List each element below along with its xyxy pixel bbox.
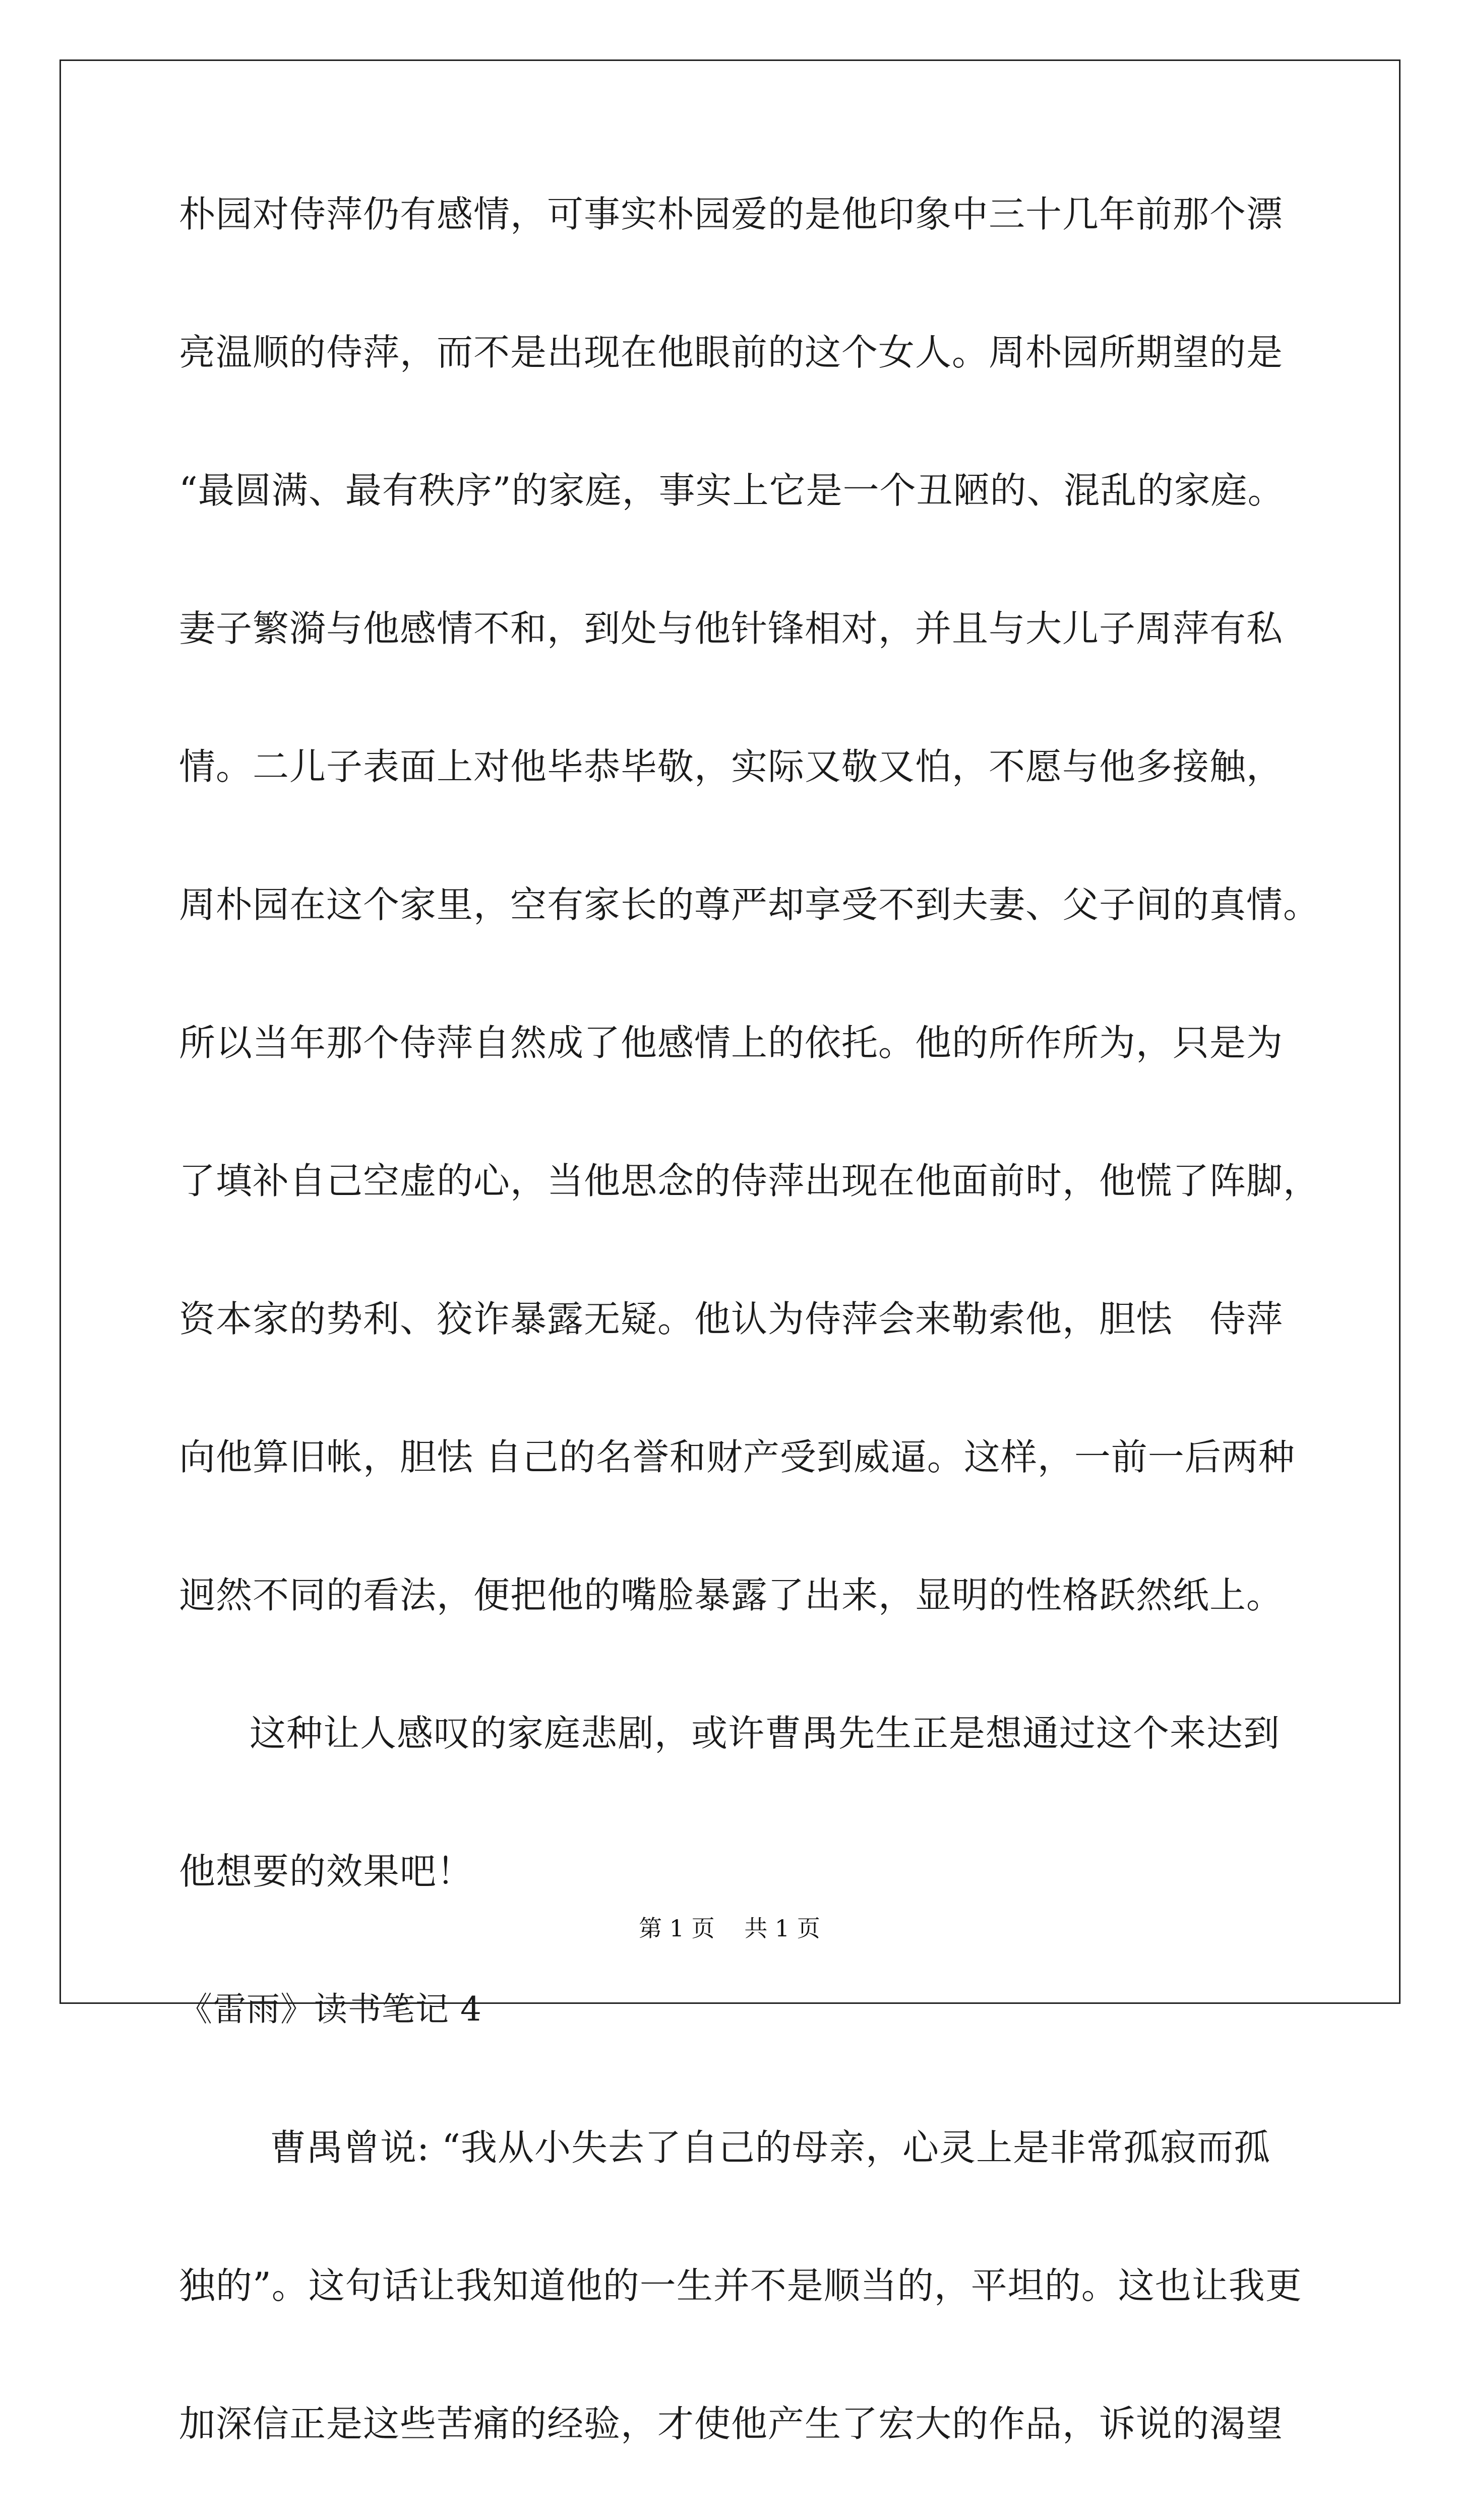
text-line: “最圆满、最有秩序”的家庭，事实上它是一个丑陋的、混乱的家庭。 (179, 469, 1285, 512)
text-line: 他想要的效果吧！ (179, 1850, 474, 1893)
document-body (179, 192, 1320, 2520)
text-line: 情。二儿子表面上对他毕恭毕敬，实际又敬又怕，不愿与他多接触， (179, 745, 1284, 788)
page-footer (0, 1910, 1459, 1943)
text-line: 朴园对侍萍仍有感情，可事实朴园爱的是他印象中三十几年前那个漂 (179, 193, 1284, 235)
text-line: 向他算旧帐，胆怯 自己的名誉和财产受到威逼。这样，一前一后两种 (179, 1436, 1295, 1478)
text-line: 亮温顺的侍萍，而不是出现在他眼前的这个女人。周朴园所期望的是 (179, 331, 1284, 373)
text-line: 妻子繁漪与他感情不和，到处与他针锋相对，并且与大儿子周萍有私 (179, 607, 1284, 650)
page-number: 第 1 页 (639, 1915, 715, 1942)
paragraph-start-line: 曹禺曾说: “我从小失去了自己的母亲，心灵上是非常孤寂而孤 (270, 2126, 1270, 2169)
page-total: 共 1 页 (744, 1915, 820, 1942)
text-line: 了填补自己空虚的心，当他思念的侍萍出现在他面前时，他慌了阵脚， (179, 1160, 1320, 1202)
paragraph-start-line: 这种让人感叹的家庭悲剧，或许曹禺先生正是想通过这个来达到 (250, 1712, 1281, 1754)
text-line: 周朴园在这个家里，空有家长的尊严却享受不到夫妻、父子间的真情。 (179, 884, 1320, 926)
text-line: 独的”。这句话让我知道他的一生并不是顺当的，平坦的。这也让我更 (179, 2264, 1302, 2307)
text-line: 加深信正是这些苦痛的经验，才使他产生了宏大的作品，诉说的渴望 (179, 2403, 1284, 2445)
text-line: 所以当年那个侍萍自然成了他感情上的依托。他的所作所为，只是为 (179, 1022, 1284, 1064)
text-line: 迥然不同的看法，便把他的嘴脸暴露了出来，显明的性格跃然纸上。 (179, 1574, 1284, 1616)
section-heading: 《雷雨》读书笔记 4 (179, 1990, 482, 2029)
text-line: 资本家的势利、狡诈暴露无疑。他认为侍萍会来勒索他，胆怯 侍萍 (179, 1298, 1284, 1340)
